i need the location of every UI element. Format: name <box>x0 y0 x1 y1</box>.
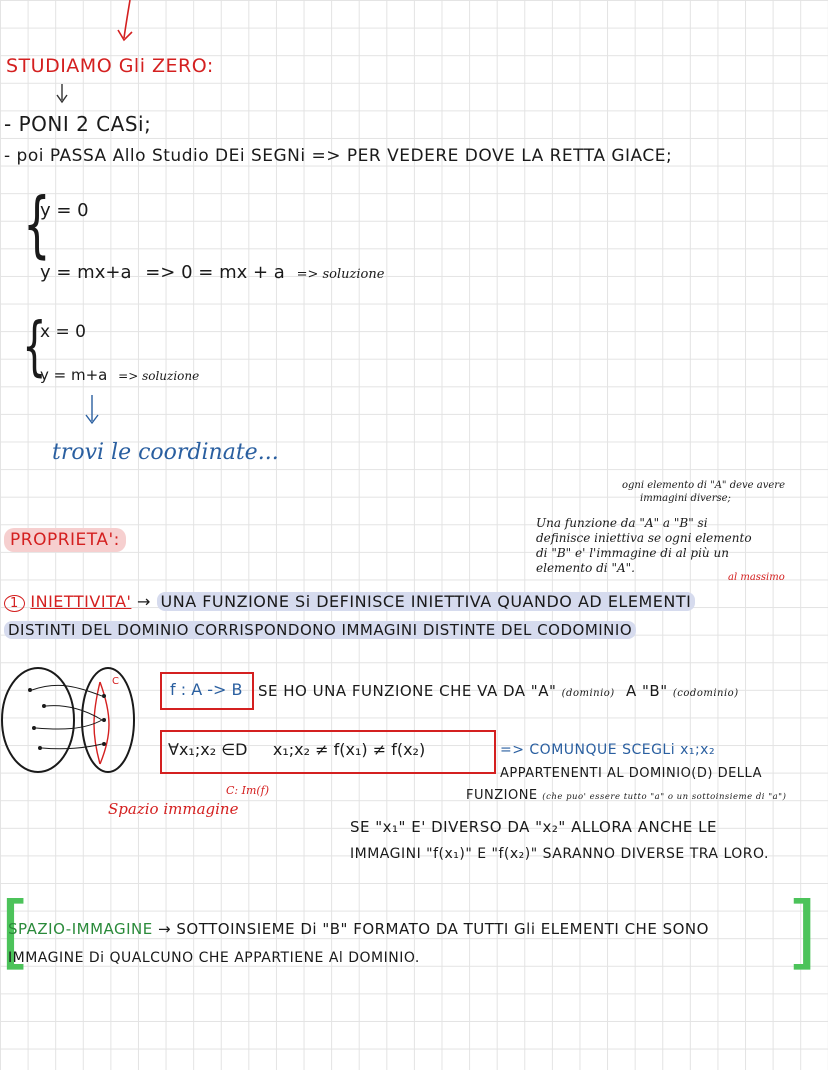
poni-casi: - PONI 2 CASi; <box>4 112 152 136</box>
spazio-line2: IMMAGINE Di QUALCUNO CHE APPARTIENE Al DOMINIO. <box>8 950 420 966</box>
se-diverso-line2: IMMAGINI "f(x₁)" E "f(x₂)" SARANNO DIVERSE TRA LORO. <box>350 846 769 862</box>
box2-note: (che puo' essere tutto "a" o un sottoinsieme di "a") <box>542 792 787 802</box>
side-note-line4: elemento di "A". <box>536 561 635 575</box>
iniettivita-def1: UNA FUNZIONE Si DEFINISCE INIETTIVA QUANDO AD ELEMENTI <box>157 592 696 611</box>
se-diverso-line1: SE "x₁" E' DIVERSO DA "x₂" ALLORA ANCHE LE <box>350 818 718 836</box>
system1-brace: { <box>23 182 51 266</box>
box1-formula: f : A -> B <box>170 680 243 699</box>
box1-text <box>258 682 739 700</box>
side-note-top-line2: immagini diverse; <box>640 493 731 504</box>
iniettivita-line1 <box>4 592 695 611</box>
iniettivita-line2: DISTINTI DEL DOMINIO CORRISPONDONO IMMAGINI DISTINTE DEL CODOMINIO <box>4 621 636 639</box>
spazio-label: SPAZIO-IMMAGINE <box>8 920 153 938</box>
system2-line1: x = 0 <box>40 322 86 342</box>
iniettivita-arrow: → <box>137 592 151 611</box>
zeri-title: STUDIAMO Gli ZERO: <box>6 55 214 77</box>
system2-line2 <box>40 366 199 384</box>
proprieta-title: PROPRIETA': <box>4 528 126 552</box>
spazio-def1: SOTTOINSIEME Di "B" FORMATO DA TUTTI Gli ELEMENTI CHE SONO <box>176 920 709 938</box>
system1-line2 <box>40 262 384 283</box>
down-arrow-icon <box>52 82 72 106</box>
system2-brace: { <box>22 310 47 384</box>
system2-eq: y = m+a <box>40 366 108 384</box>
box2-text-line2: APPARTENENTI AL DOMINIO(D) DELLA <box>500 766 762 781</box>
studio-segni: - poi PASSA Allo Studio DEi SEGNi => PER VEDERE DOVE LA RETTA GIACE; <box>4 146 673 166</box>
system1-line1: y = 0 <box>40 200 89 221</box>
side-note-top-line1: ogni elemento di "A" deve avere <box>622 480 786 491</box>
system2-note: => soluzione <box>118 369 200 383</box>
trovi-coordinate: trovi le coordinate... <box>52 440 279 465</box>
system1-eq: y = mx+a <box>40 262 132 283</box>
side-note-line1: Una funzione da "A" a "B" si <box>536 516 708 530</box>
box1-dominio: (dominio) <box>561 688 615 699</box>
down-arrow-blue-icon <box>82 393 102 427</box>
spazio-left-bracket: [ <box>0 885 32 978</box>
box2-text-line1: => COMUNQUE SCEGLi x₁;x₂ <box>500 742 716 758</box>
box1-text2: A "B" <box>626 682 668 700</box>
iniettivita-number: 1 <box>4 595 25 612</box>
box1-codominio: (codominio) <box>672 688 739 699</box>
side-note-line2: definisce iniettiva se ogni elemento <box>536 531 752 545</box>
sets-diagram <box>0 660 160 810</box>
spazio-immagine-label: Spazio immagine <box>108 800 239 818</box>
box2-text-line3 <box>466 788 786 803</box>
system1-arrow: => 0 = mx + a <box>145 262 285 283</box>
box2-formula: ∀x₁;x₂ ∈D x₁;x₂ ≠ f(x₁) ≠ f(x₂) <box>168 740 426 759</box>
top-arrow-icon <box>110 0 140 45</box>
side-note-line3: di "B" e' l'immagine di al più un <box>536 546 729 560</box>
system1-note: => soluzione <box>296 267 385 282</box>
box2-funzione: FUNZIONE <box>466 788 538 803</box>
spazio-right-bracket: ] <box>786 885 818 978</box>
spazio-arrow: → <box>158 920 172 938</box>
diagram-label-c: C <box>112 676 119 687</box>
side-note-bottom: al massimo <box>728 572 785 583</box>
iniettivita-label: INIETTIVITA' <box>30 592 132 611</box>
spazio-line1 <box>8 920 709 938</box>
box1-text-main: SE HO UNA FUNZIONE CHE VA DA "A" <box>258 682 557 700</box>
c-im-note: C: Im(f) <box>226 784 270 797</box>
